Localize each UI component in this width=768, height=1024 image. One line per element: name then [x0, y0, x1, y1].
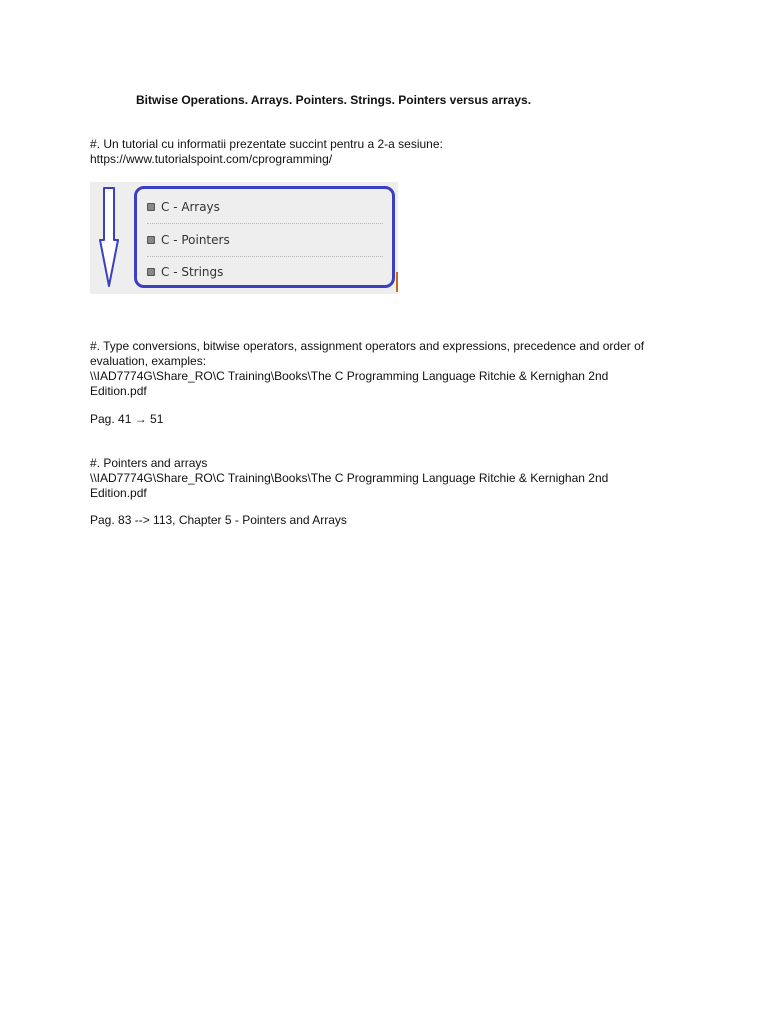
- menu-list-box: [134, 186, 395, 288]
- menu-item-label: C - Strings: [161, 264, 224, 279]
- tutorial-intro-text: #. Un tutorial cu informatii prezentate succint pentru a 2-a sesiune:: [90, 137, 443, 151]
- down-arrow-icon: [98, 186, 120, 288]
- section-heading: #. Pointers and arrays: [90, 456, 208, 470]
- bullet-icon: [147, 203, 155, 211]
- page-range-1: Pag. 41 → 51: [90, 412, 164, 426]
- screenshot-edge-mark: [396, 272, 398, 292]
- tutorial-menu-screenshot: [90, 182, 398, 294]
- menu-item-pointers[interactable]: [147, 224, 383, 257]
- bullet-icon: [147, 236, 155, 244]
- menu-item-label: C - Arrays: [161, 199, 220, 214]
- menu-item-label: C - Pointers: [161, 232, 230, 247]
- file-path-cont: Edition.pdf: [90, 486, 147, 500]
- menu-item-strings[interactable]: [147, 256, 383, 288]
- tutorial-paragraph: [90, 137, 690, 167]
- file-path: \\IAD7774G\Share_RO\C Training\Books\The C Programming Language Ritchie & Kernighan 2nd: [90, 471, 609, 485]
- page-range-2: Pag. 83 --> 113, Chapter 5 - Pointers and Arrays: [90, 513, 347, 527]
- section-heading-cont: evaluation, examples:: [90, 354, 207, 368]
- section-heading: #. Type conversions, bitwise operators, assignment operators and expressions, precedence and order of: [90, 339, 645, 353]
- section-type-conversions: [90, 339, 690, 399]
- document-title: Bitwise Operations. Arrays. Pointers. Strings. Pointers versus arrays.: [136, 93, 532, 107]
- file-path: \\IAD7774G\Share_RO\C Training\Books\The C Programming Language Ritchie & Kernighan 2nd: [90, 369, 609, 383]
- bullet-icon: [147, 268, 155, 276]
- menu-item-arrays[interactable]: [147, 191, 383, 224]
- section-pointers-arrays: [90, 456, 690, 501]
- tutorial-link[interactable]: https://www.tutorialspoint.com/cprogramming/: [90, 152, 333, 166]
- file-path-cont: Edition.pdf: [90, 384, 147, 398]
